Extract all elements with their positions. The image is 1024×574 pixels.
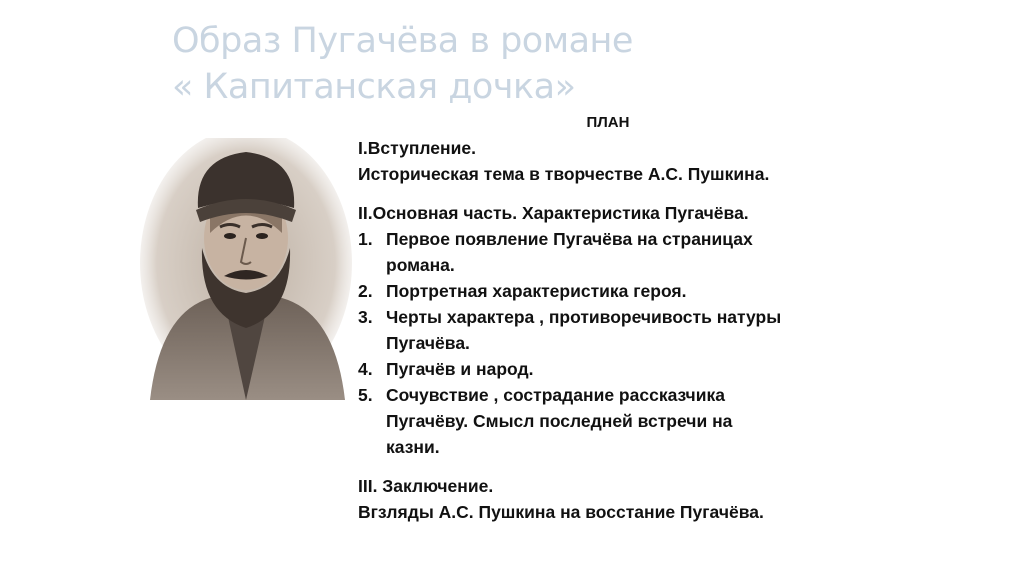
item-text: Первое появление Пугачёва на страницах	[386, 229, 753, 249]
lesson-plan	[358, 112, 918, 525]
item-text: Портретная характеристика героя.	[386, 281, 687, 301]
item-text: романа.	[386, 255, 455, 275]
conclusion-heading: III. Заключение.	[358, 476, 494, 496]
list-item	[358, 356, 918, 382]
pugachev-portrait-engraving	[140, 138, 352, 400]
item-number: 1.	[358, 229, 373, 249]
item-number: 3.	[358, 307, 373, 327]
plan-heading: ПЛАН	[586, 114, 630, 131]
list-item	[358, 304, 918, 356]
title-line-2: « Капитанская дочка»	[172, 67, 576, 107]
item-text: Пугачёва.	[386, 333, 470, 353]
list-item	[358, 382, 918, 460]
title-line-1: Образ Пугачёва в романе	[172, 21, 633, 61]
conclusion-text: Вгзляды А.С. Пушкина на восстание Пугачёва.	[358, 502, 764, 522]
item-number: 2.	[358, 281, 373, 301]
item-text: Пугачёв и народ.	[386, 359, 534, 379]
slide-title	[172, 18, 772, 110]
item-text: казни.	[386, 437, 440, 457]
list-item	[358, 226, 918, 278]
item-text: Пугачёву. Смысл последней встречи на	[386, 411, 733, 431]
intro-heading: I.Вступление.	[358, 138, 476, 158]
item-number: 4.	[358, 359, 373, 379]
item-number: 5.	[358, 385, 373, 405]
list-item	[358, 278, 918, 304]
plan-list	[358, 226, 918, 460]
item-text: Сочувствие , сострадание рассказчика	[386, 385, 725, 405]
item-text: Черты характера , противоречивость натуры	[386, 307, 782, 327]
main-heading: II.Основная часть. Характеристика Пугачёва.	[358, 203, 749, 223]
intro-text: Историческая тема в творчестве А.С. Пушкина.	[358, 164, 770, 184]
